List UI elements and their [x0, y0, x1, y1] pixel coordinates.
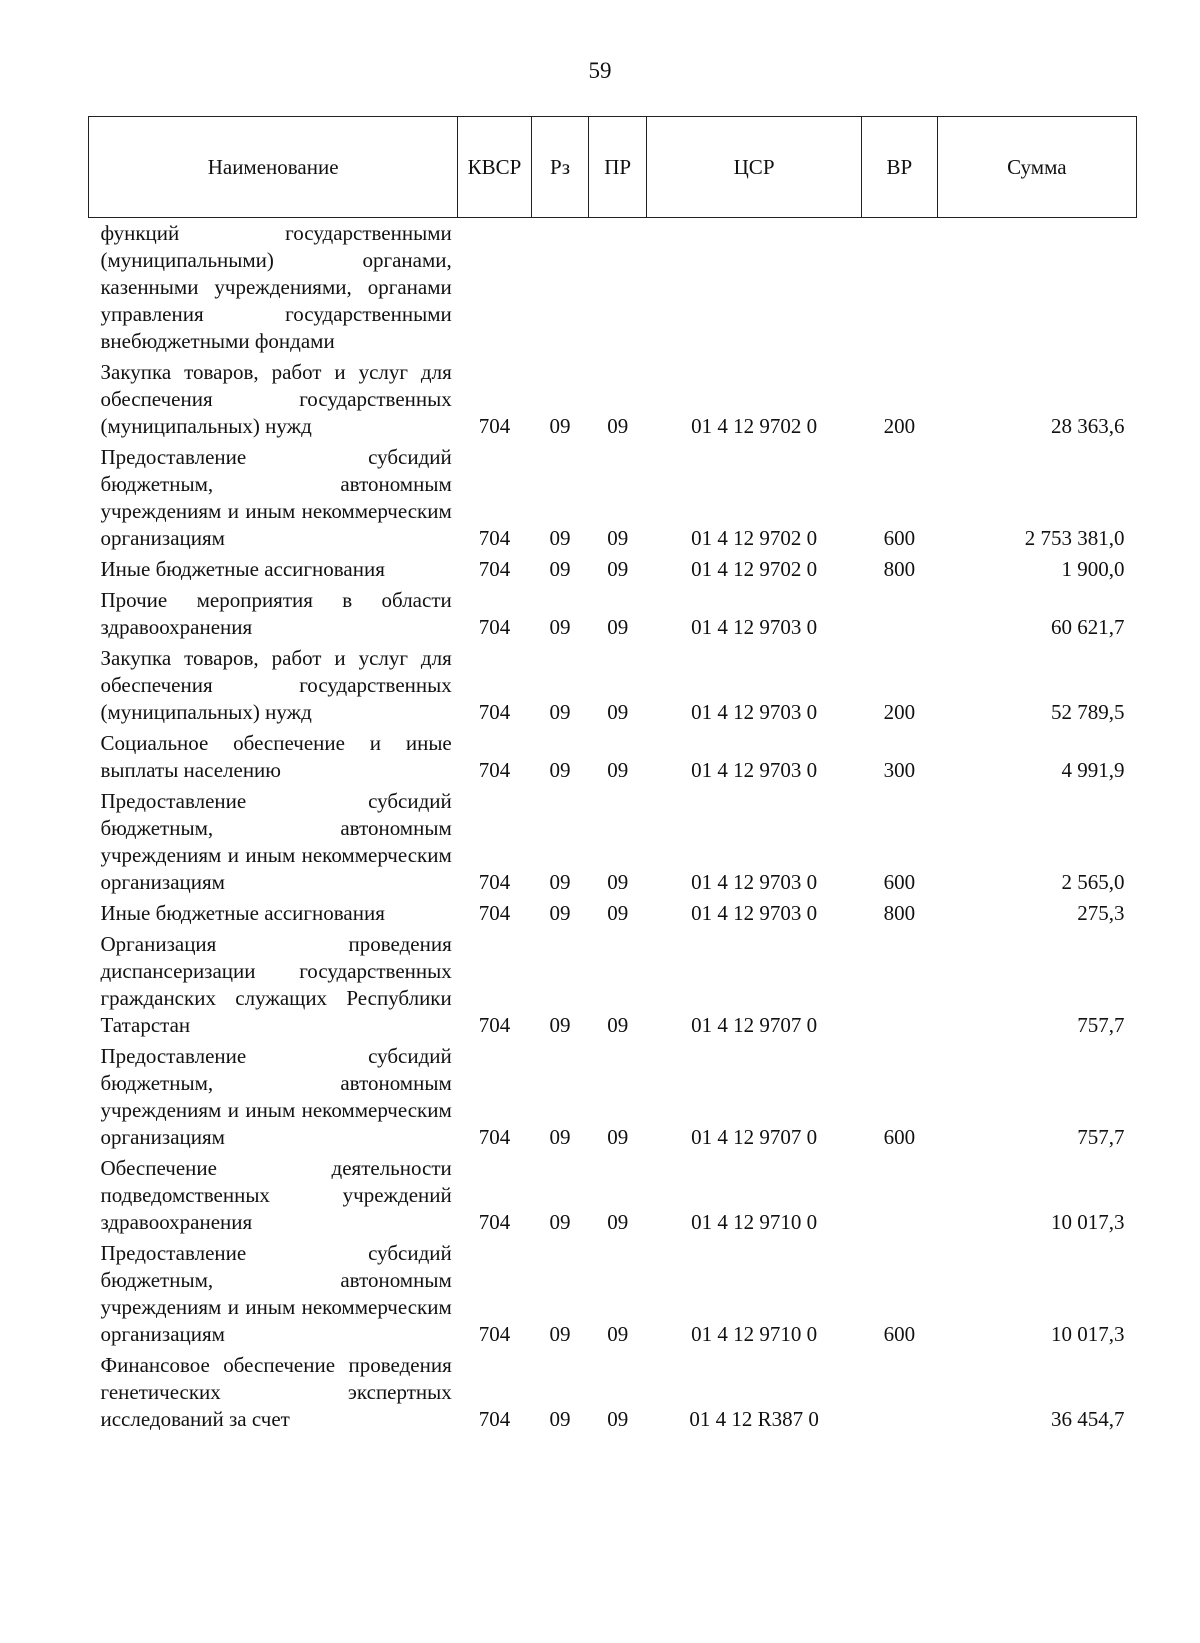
table-row	[89, 786, 1137, 898]
row-vr: 600	[883, 1322, 916, 1346]
row-kvsr: 704	[478, 557, 511, 581]
table-row	[89, 585, 1137, 643]
row-rz	[531, 218, 589, 358]
row-vr: 300	[883, 758, 916, 782]
row-kvsr: 704	[478, 615, 511, 639]
row-kvsr: 704	[478, 1322, 511, 1346]
row-csr: 01 4 12 9702 0	[691, 526, 818, 550]
row-kvsr: 704	[478, 1210, 511, 1234]
row-csr: 01 4 12 9703 0	[691, 870, 818, 894]
row-sum: 60 621,7	[1051, 615, 1125, 639]
row-sum: 28 363,6	[1051, 414, 1125, 438]
row-pr: 09	[607, 1013, 629, 1037]
row-kvsr: 704	[478, 414, 511, 438]
row-vr: 200	[883, 700, 916, 724]
row-name: Предоставление субсидий бюджетным, автономным учреждениям и иным некоммерческим организациям	[100, 445, 452, 550]
row-rz: 09	[549, 557, 571, 581]
row-name: Прочие мероприятия в области здравоохранения	[100, 588, 452, 639]
row-sum: 10 017,3	[1051, 1322, 1125, 1346]
row-csr: 01 4 12 9710 0	[691, 1210, 818, 1234]
row-rz: 09	[549, 414, 571, 438]
table-body	[89, 218, 1137, 1436]
header-csr: ЦСР	[647, 117, 862, 218]
row-csr: 01 4 12 9703 0	[691, 615, 818, 639]
table-row	[89, 643, 1137, 728]
header-rz: Рз	[531, 117, 589, 218]
row-sum: 52 789,5	[1051, 700, 1125, 724]
row-sum: 10 017,3	[1051, 1210, 1125, 1234]
row-sum: 2 565,0	[1061, 870, 1125, 894]
row-rz: 09	[549, 700, 571, 724]
row-pr	[589, 218, 647, 358]
row-vr	[862, 1153, 938, 1238]
row-vr	[862, 585, 938, 643]
row-pr: 09	[607, 870, 629, 894]
row-csr: 01 4 12 9707 0	[691, 1125, 818, 1149]
header-vr: ВР	[862, 117, 938, 218]
row-rz: 09	[549, 1322, 571, 1346]
row-csr: 01 4 12 9703 0	[691, 758, 818, 782]
header-kvsr: КВСР	[458, 117, 531, 218]
row-pr: 09	[607, 700, 629, 724]
row-pr: 09	[607, 1407, 629, 1431]
row-kvsr: 704	[478, 526, 511, 550]
row-csr: 01 4 12 9702 0	[691, 414, 818, 438]
row-sum: 36 454,7	[1051, 1407, 1125, 1431]
row-kvsr: 704	[478, 1125, 511, 1149]
row-sum	[937, 218, 1136, 358]
row-name: Предоставление субсидий бюджетным, автономным учреждениям и иным некоммерческим организациям	[100, 789, 452, 894]
row-kvsr: 704	[478, 1407, 511, 1431]
row-name: функций государственными (муниципальными) органами, казенными учреждениями, органами управления государственными внебюджетными фондами	[100, 221, 452, 353]
row-csr: 01 4 12 9703 0	[691, 901, 818, 925]
row-pr: 09	[607, 758, 629, 782]
row-name: Иные бюджетные ассигнования	[100, 901, 385, 925]
table-row	[89, 1238, 1137, 1350]
row-vr: 800	[883, 901, 916, 925]
row-kvsr: 704	[478, 901, 511, 925]
row-vr: 800	[883, 557, 916, 581]
row-sum: 4 991,9	[1061, 758, 1125, 782]
row-vr	[862, 1350, 938, 1435]
row-vr: 200	[883, 414, 916, 438]
table-row	[89, 728, 1137, 786]
row-pr: 09	[607, 901, 629, 925]
table-header-row	[89, 117, 1137, 218]
row-csr: 01 4 12 R387 0	[689, 1407, 819, 1431]
row-rz: 09	[549, 758, 571, 782]
header-sum: Сумма	[937, 117, 1136, 218]
table-row	[89, 357, 1137, 442]
row-vr: 600	[883, 526, 916, 550]
page-number: 59	[588, 58, 612, 83]
header-pr: ПР	[589, 117, 647, 218]
row-csr	[647, 218, 862, 358]
row-kvsr: 704	[478, 1013, 511, 1037]
row-csr: 01 4 12 9707 0	[691, 1013, 818, 1037]
row-rz: 09	[549, 1210, 571, 1234]
header-name: Наименование	[89, 117, 458, 218]
row-sum: 1 900,0	[1061, 557, 1125, 581]
table-row	[89, 218, 1137, 358]
table-row	[89, 442, 1137, 554]
row-csr: 01 4 12 9703 0	[691, 700, 818, 724]
row-kvsr: 704	[478, 700, 511, 724]
row-sum: 757,7	[1077, 1125, 1125, 1149]
row-pr: 09	[607, 1125, 629, 1149]
row-pr: 09	[607, 1210, 629, 1234]
row-pr: 09	[607, 414, 629, 438]
table-row	[89, 1153, 1137, 1238]
row-vr: 600	[883, 870, 916, 894]
row-rz: 09	[549, 870, 571, 894]
row-name: Иные бюджетные ассигнования	[100, 557, 385, 581]
row-name: Предоставление субсидий бюджетным, автономным учреждениям и иным некоммерческим организациям	[100, 1044, 452, 1149]
row-name: Предоставление субсидий бюджетным, автономным учреждениям и иным некоммерческим организациям	[100, 1241, 452, 1346]
row-pr: 09	[607, 526, 629, 550]
row-sum: 757,7	[1077, 1013, 1125, 1037]
row-rz: 09	[549, 526, 571, 550]
table-row	[89, 929, 1137, 1041]
row-rz: 09	[549, 615, 571, 639]
row-csr: 01 4 12 9702 0	[691, 557, 818, 581]
row-vr	[862, 218, 938, 358]
row-pr: 09	[607, 1322, 629, 1346]
table-row	[89, 1350, 1137, 1435]
row-name: Финансовое обеспечение проведения генетических экспертных исследований за счет	[100, 1353, 452, 1431]
row-vr	[862, 929, 938, 1041]
row-rz: 09	[549, 901, 571, 925]
row-rz: 09	[549, 1407, 571, 1431]
table-row	[89, 554, 1137, 585]
row-name: Организация проведения диспансеризации государственных гражданских служащих Республики Татарстан	[100, 932, 452, 1037]
row-rz: 09	[549, 1125, 571, 1149]
row-sum: 2 753 381,0	[1024, 526, 1125, 550]
row-rz: 09	[549, 1013, 571, 1037]
table-row	[89, 1041, 1137, 1153]
row-name: Закупка товаров, работ и услуг для обеспечения государственных (муниципальных) нужд	[100, 646, 452, 724]
budget-table	[88, 116, 1137, 1435]
row-kvsr: 704	[478, 870, 511, 894]
row-vr: 600	[883, 1125, 916, 1149]
row-csr: 01 4 12 9710 0	[691, 1322, 818, 1346]
row-pr: 09	[607, 557, 629, 581]
row-name: Закупка товаров, работ и услуг для обеспечения государственных (муниципальных) нужд	[100, 360, 452, 438]
row-kvsr: 704	[478, 758, 511, 782]
row-pr: 09	[607, 615, 629, 639]
row-name: Социальное обеспечение и иные выплаты населению	[100, 731, 452, 782]
row-sum: 275,3	[1077, 901, 1125, 925]
table-row	[89, 898, 1137, 929]
row-kvsr	[458, 218, 531, 358]
row-name: Обеспечение деятельности подведомственных учреждений здравоохранения	[100, 1156, 452, 1234]
